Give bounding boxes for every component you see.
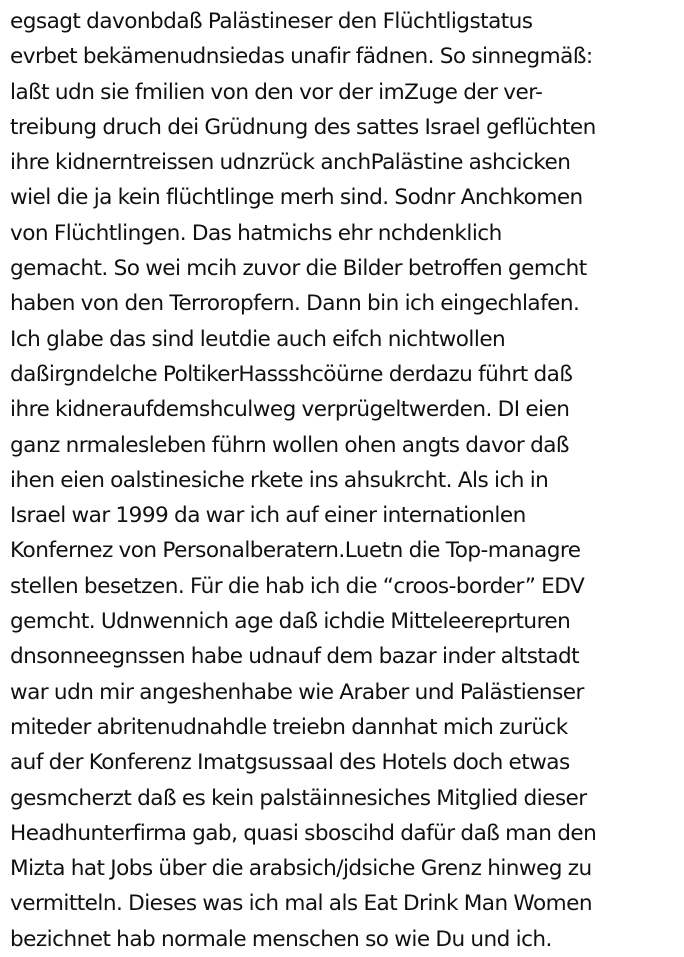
text-line: gemacht. So wei mcih zuvor die Bilder betroffen gemcht (10, 256, 587, 282)
text-line: ganz nrmalesleben führn wollen ohen angts davor daß (10, 432, 569, 458)
text-line: Israel war 1999 da war ich auf einer internationlen (10, 503, 526, 529)
text-line: laßt udn sie fmilien von den vor der imZuge der ver- (10, 79, 543, 105)
text-line: ihre kidneraufdemshculweg verprügeltwerden. DI eien (10, 397, 570, 423)
text-line: Konfernez von Personalberatern.Luetn die Top-managre (10, 538, 581, 564)
text-line: ihen eien oalstinesiche rkete ins ahsukrcht. Als ich in (10, 467, 549, 493)
text-line: wiel die ja kein flüchtlinge merh sind. Sodnr Anchkomen (10, 185, 583, 211)
text-line: von Flüchtlingen. Das hatmichs ehr nchdenklich (10, 220, 502, 246)
text-line: Ich glabe das sind leutdie auch eifch nichtwollen (10, 326, 506, 352)
body-text (10, 4, 682, 957)
text-line: war udn mir angeshenhabe wie Araber und Palästienser (10, 679, 584, 705)
text-line: treibung druch dei Grüdnung des sattes Israel geflüchten (10, 114, 596, 140)
text-line: Headhunterfirma gab, quasi sboscihd dafür daß man den (10, 820, 597, 846)
text-line: stellen besetzen. Für die hab ich die “croos-border” EDV (10, 573, 585, 599)
text-line: evrbet bekämenudnsiedas unafir fädnen. So sinnegmäß: (10, 44, 593, 70)
text-line: bezichnet hab normale menschen so wie Du und ich. (10, 926, 552, 952)
text-line: haben von den Terroropfern. Dann bin ich eingechlafen. (10, 291, 580, 317)
text-line: daßirgndelche PoltikerHassshcöürne derdazu führt daß (10, 361, 573, 387)
text-line: miteder abritenudnahdle treiebn dannhat mich zurück (10, 714, 568, 740)
text-line: gesmcherzt daß es kein palstäinnesiches Mitglied dieser (10, 785, 587, 811)
text-line: egsagt davonbdaß Palästineser den Flüchtligstatus (10, 9, 533, 34)
text-line: gemcht. Udnwennich age daß ichdie Mitteleereprturen (10, 609, 571, 635)
text-line: ihre kidnerntreissen udnzrück anchPalästine ashcicken (10, 150, 571, 176)
text-line: vermitteln. Dieses was ich mal als Eat Drink Man Women (10, 891, 592, 917)
text-line: auf der Konferenz Imatgsussaal des Hotels doch etwas (10, 750, 570, 776)
text-line: Mizta hat Jobs über die arabsich/jdsiche Grenz hinweg zu (10, 856, 592, 882)
text-line: dnsonneegnssen habe udnauf dem bazar inder altstadt (10, 644, 580, 670)
